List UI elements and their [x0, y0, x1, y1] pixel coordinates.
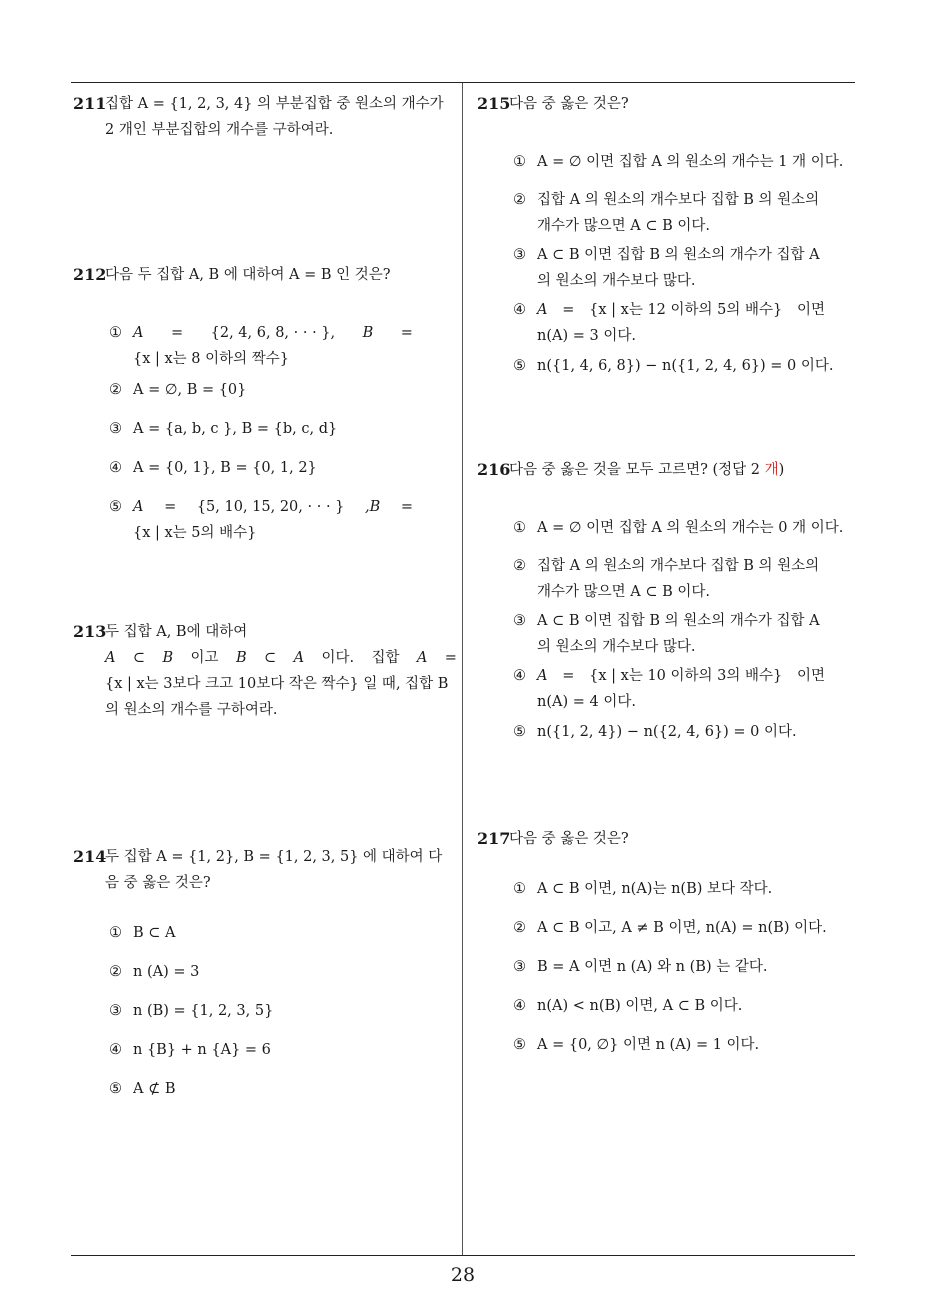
option-3[interactable] [513, 954, 849, 980]
text-part: 집합 [371, 650, 400, 666]
problem-text-end: ) [778, 462, 785, 478]
problem-214 [73, 844, 457, 1097]
option-4[interactable] [513, 663, 849, 715]
text-part: ⊂ [132, 650, 146, 666]
option-part: = [562, 668, 575, 684]
option-4[interactable] [513, 297, 849, 349]
option-part: = [562, 302, 575, 318]
option-5[interactable] [109, 1076, 457, 1102]
problem-211 [73, 91, 457, 143]
option-text: 집합 A 의 원소의 개수보다 집합 B 의 원소의 [537, 192, 820, 208]
option-text: n({1, 2, 4}) − n({2, 4, 6}) = 0 이다. [537, 724, 797, 740]
option-marker: ④ [109, 460, 122, 476]
problem-212 [73, 262, 457, 541]
option-3[interactable] [109, 998, 457, 1024]
problem-number: 216 [477, 460, 511, 479]
option-text: A = {0, ∅} 이면 n (A) = 1 이다. [537, 1037, 760, 1053]
option-part: {5, 10, 15, 20, · · · } [196, 499, 345, 515]
option-2[interactable] [109, 377, 457, 403]
option-marker: ④ [109, 1042, 122, 1058]
option-part: 이면 [796, 668, 825, 684]
option-part: = [400, 499, 413, 515]
option-text: B ⊂ A [133, 925, 176, 941]
problem-number: 215 [477, 94, 511, 113]
option-text: A ⊂ B 이면, n(A)는 n(B) 보다 작다. [537, 881, 773, 897]
option-part: {x | x는 12 이하의 5의 배수} [589, 302, 783, 318]
problem-text-cont: 음 중 옳은 것은? [105, 875, 211, 891]
problem-213 [73, 619, 457, 723]
problem-text: 다음 두 집합 A, B 에 대하여 A = B 인 것은? [105, 267, 391, 283]
option-5[interactable] [513, 1032, 849, 1058]
option-marker: ⑤ [513, 1037, 526, 1053]
option-part: = [400, 325, 413, 341]
option-cont: n(A) = 3 이다. [537, 328, 636, 344]
problem-text: 집합 A = {1, 2, 3, 4} 의 부분집합 중 원소의 개수가 [105, 96, 444, 112]
option-text: B = A 이면 n (A) 와 n (B) 는 같다. [537, 959, 768, 975]
option-text: A ⊂ B 이면 집합 B 의 원소의 개수가 집합 A [537, 247, 820, 263]
top-rule [71, 82, 855, 83]
option-part: = [170, 325, 184, 341]
text-part: B [235, 650, 247, 666]
option-marker: ③ [513, 959, 526, 975]
option-text: A = {0, 1}, B = {0, 1, 2} [133, 460, 317, 476]
option-text: 집합 A 의 원소의 개수보다 집합 B 의 원소의 [537, 558, 820, 574]
option-3[interactable] [109, 416, 457, 442]
option-2[interactable] [513, 915, 849, 941]
problem-216 [477, 457, 849, 740]
option-text: A = ∅ 이면 집합 A 의 원소의 개수는 1 개 이다. [537, 154, 844, 170]
problem-text-cont: 의 원소의 개수를 구하여라. [105, 702, 278, 718]
option-part: A [133, 325, 144, 341]
option-text: n {B} + n {A} = 6 [133, 1042, 271, 1058]
problem-text: 두 집합 A = {1, 2}, B = {1, 2, 3, 5} 에 대하여 다 [105, 849, 443, 865]
option-2[interactable] [109, 959, 457, 985]
option-1[interactable] [109, 320, 457, 372]
text-part: A [416, 650, 428, 666]
option-text: n({1, 4, 6, 8}) − n({1, 2, 4, 6}) = 0 이다. [537, 358, 834, 374]
option-marker: ③ [109, 1003, 122, 1019]
option-4[interactable] [109, 455, 457, 481]
option-part: A [537, 668, 548, 684]
problem-text: 다음 중 옳은 것은? [509, 831, 629, 847]
option-marker: ② [513, 192, 526, 208]
page-number: 28 [450, 1264, 476, 1286]
option-part: A [537, 302, 548, 318]
option-part: {x | x는 10 이하의 3의 배수} [589, 668, 783, 684]
option-marker: ① [109, 925, 122, 941]
option-cont: 의 원소의 개수보다 많다. [537, 639, 696, 655]
option-4[interactable] [513, 993, 849, 1019]
option-part: 이면 [796, 302, 825, 318]
problem-number: 214 [73, 847, 107, 866]
option-marker: ① [513, 520, 526, 536]
option-2[interactable] [513, 553, 849, 605]
option-5[interactable] [513, 719, 849, 745]
option-3[interactable] [513, 608, 849, 660]
option-text: n (B) = {1, 2, 3, 5} [133, 1003, 274, 1019]
option-marker: ④ [513, 998, 526, 1014]
option-marker: ① [513, 154, 526, 170]
option-1[interactable] [109, 920, 457, 946]
bottom-rule [71, 1255, 855, 1256]
text-part: ⊂ [264, 650, 277, 666]
option-cont: 의 원소의 개수보다 많다. [537, 273, 696, 289]
option-marker: ⑤ [513, 358, 526, 374]
problem-text: 다음 중 옳은 것은? [509, 96, 629, 112]
option-part: A [133, 499, 144, 515]
option-marker: ③ [513, 247, 526, 263]
option-cont: {x | x는 5의 배수} [133, 525, 257, 541]
option-text: A ⊂ B 이고, A ≠ B 이면, n(A) = n(B) 이다. [537, 920, 827, 936]
option-part: {2, 4, 6, 8, · · · }, [210, 325, 336, 341]
option-marker: ③ [109, 421, 122, 437]
option-marker: ⑤ [513, 724, 526, 740]
text-part: = [444, 650, 457, 666]
option-text: A = ∅ 이면 집합 A 의 원소의 개수는 0 개 이다. [537, 520, 844, 536]
option-cont: 개수가 많으면 A ⊂ B 이다. [537, 218, 710, 234]
problem-text-cont: {x | x는 3보다 크고 10보다 작은 짝수} 일 때, 집합 B [105, 676, 449, 692]
problem-number: 213 [73, 622, 107, 641]
option-text: n(A) < n(B) 이면, A ⊂ B 이다. [537, 998, 743, 1014]
option-part: ,B [364, 499, 381, 515]
option-marker: ② [109, 964, 122, 980]
text-part: A [293, 650, 305, 666]
option-cont: 개수가 많으면 A ⊂ B 이다. [537, 584, 710, 600]
option-marker: ① [109, 325, 122, 341]
option-4[interactable] [109, 1037, 457, 1063]
option-marker: ④ [513, 302, 526, 318]
problem-number: 211 [73, 94, 107, 113]
problem-217 [477, 826, 849, 1053]
option-5[interactable] [109, 494, 457, 546]
option-3[interactable] [513, 242, 849, 294]
option-text: n (A) = 3 [133, 964, 200, 980]
option-marker: ③ [513, 613, 526, 629]
option-cont: n(A) = 4 이다. [537, 694, 636, 710]
option-1[interactable] [513, 149, 849, 175]
option-marker: ② [513, 558, 526, 574]
option-marker: ① [513, 881, 526, 897]
text-part: B [162, 650, 174, 666]
problem-text-cont: 2 개인 부분집합의 개수를 구하여라. [105, 122, 334, 138]
option-text: A ⊂ B 이면 집합 B 의 원소의 개수가 집합 A [537, 613, 820, 629]
text-part: 이고 [190, 650, 219, 666]
option-part: B [362, 325, 374, 341]
problem-number: 212 [73, 265, 107, 284]
column-divider [462, 83, 463, 1255]
option-text: A = {a, b, c }, B = {b, c, d} [133, 421, 338, 437]
option-text: A = ∅, B = {0} [133, 382, 247, 398]
problem-text: 다음 중 옳은 것을 모두 고르면? (정답 2 [509, 462, 765, 478]
option-marker: ② [109, 382, 122, 398]
option-marker: ⑤ [109, 499, 122, 515]
option-1[interactable] [513, 515, 849, 541]
option-marker: ④ [513, 668, 526, 684]
option-1[interactable] [513, 876, 849, 902]
option-marker: ⑤ [109, 1081, 122, 1097]
answer-count-highlight: 개 [764, 462, 779, 478]
problem-215 [477, 91, 849, 374]
option-part: = [164, 499, 177, 515]
text-part: A [105, 650, 116, 666]
problem-number: 217 [477, 829, 511, 848]
option-cont: {x | x는 8 이하의 짝수} [133, 351, 290, 367]
problem-text-cont [73, 645, 457, 671]
option-2[interactable] [513, 187, 849, 239]
option-marker: ② [513, 920, 526, 936]
problem-text: 두 집합 A, B에 대하여 [105, 624, 248, 640]
option-text: A ⊄ B [133, 1081, 176, 1097]
option-5[interactable] [513, 353, 849, 379]
text-part: 이다. [321, 650, 355, 666]
